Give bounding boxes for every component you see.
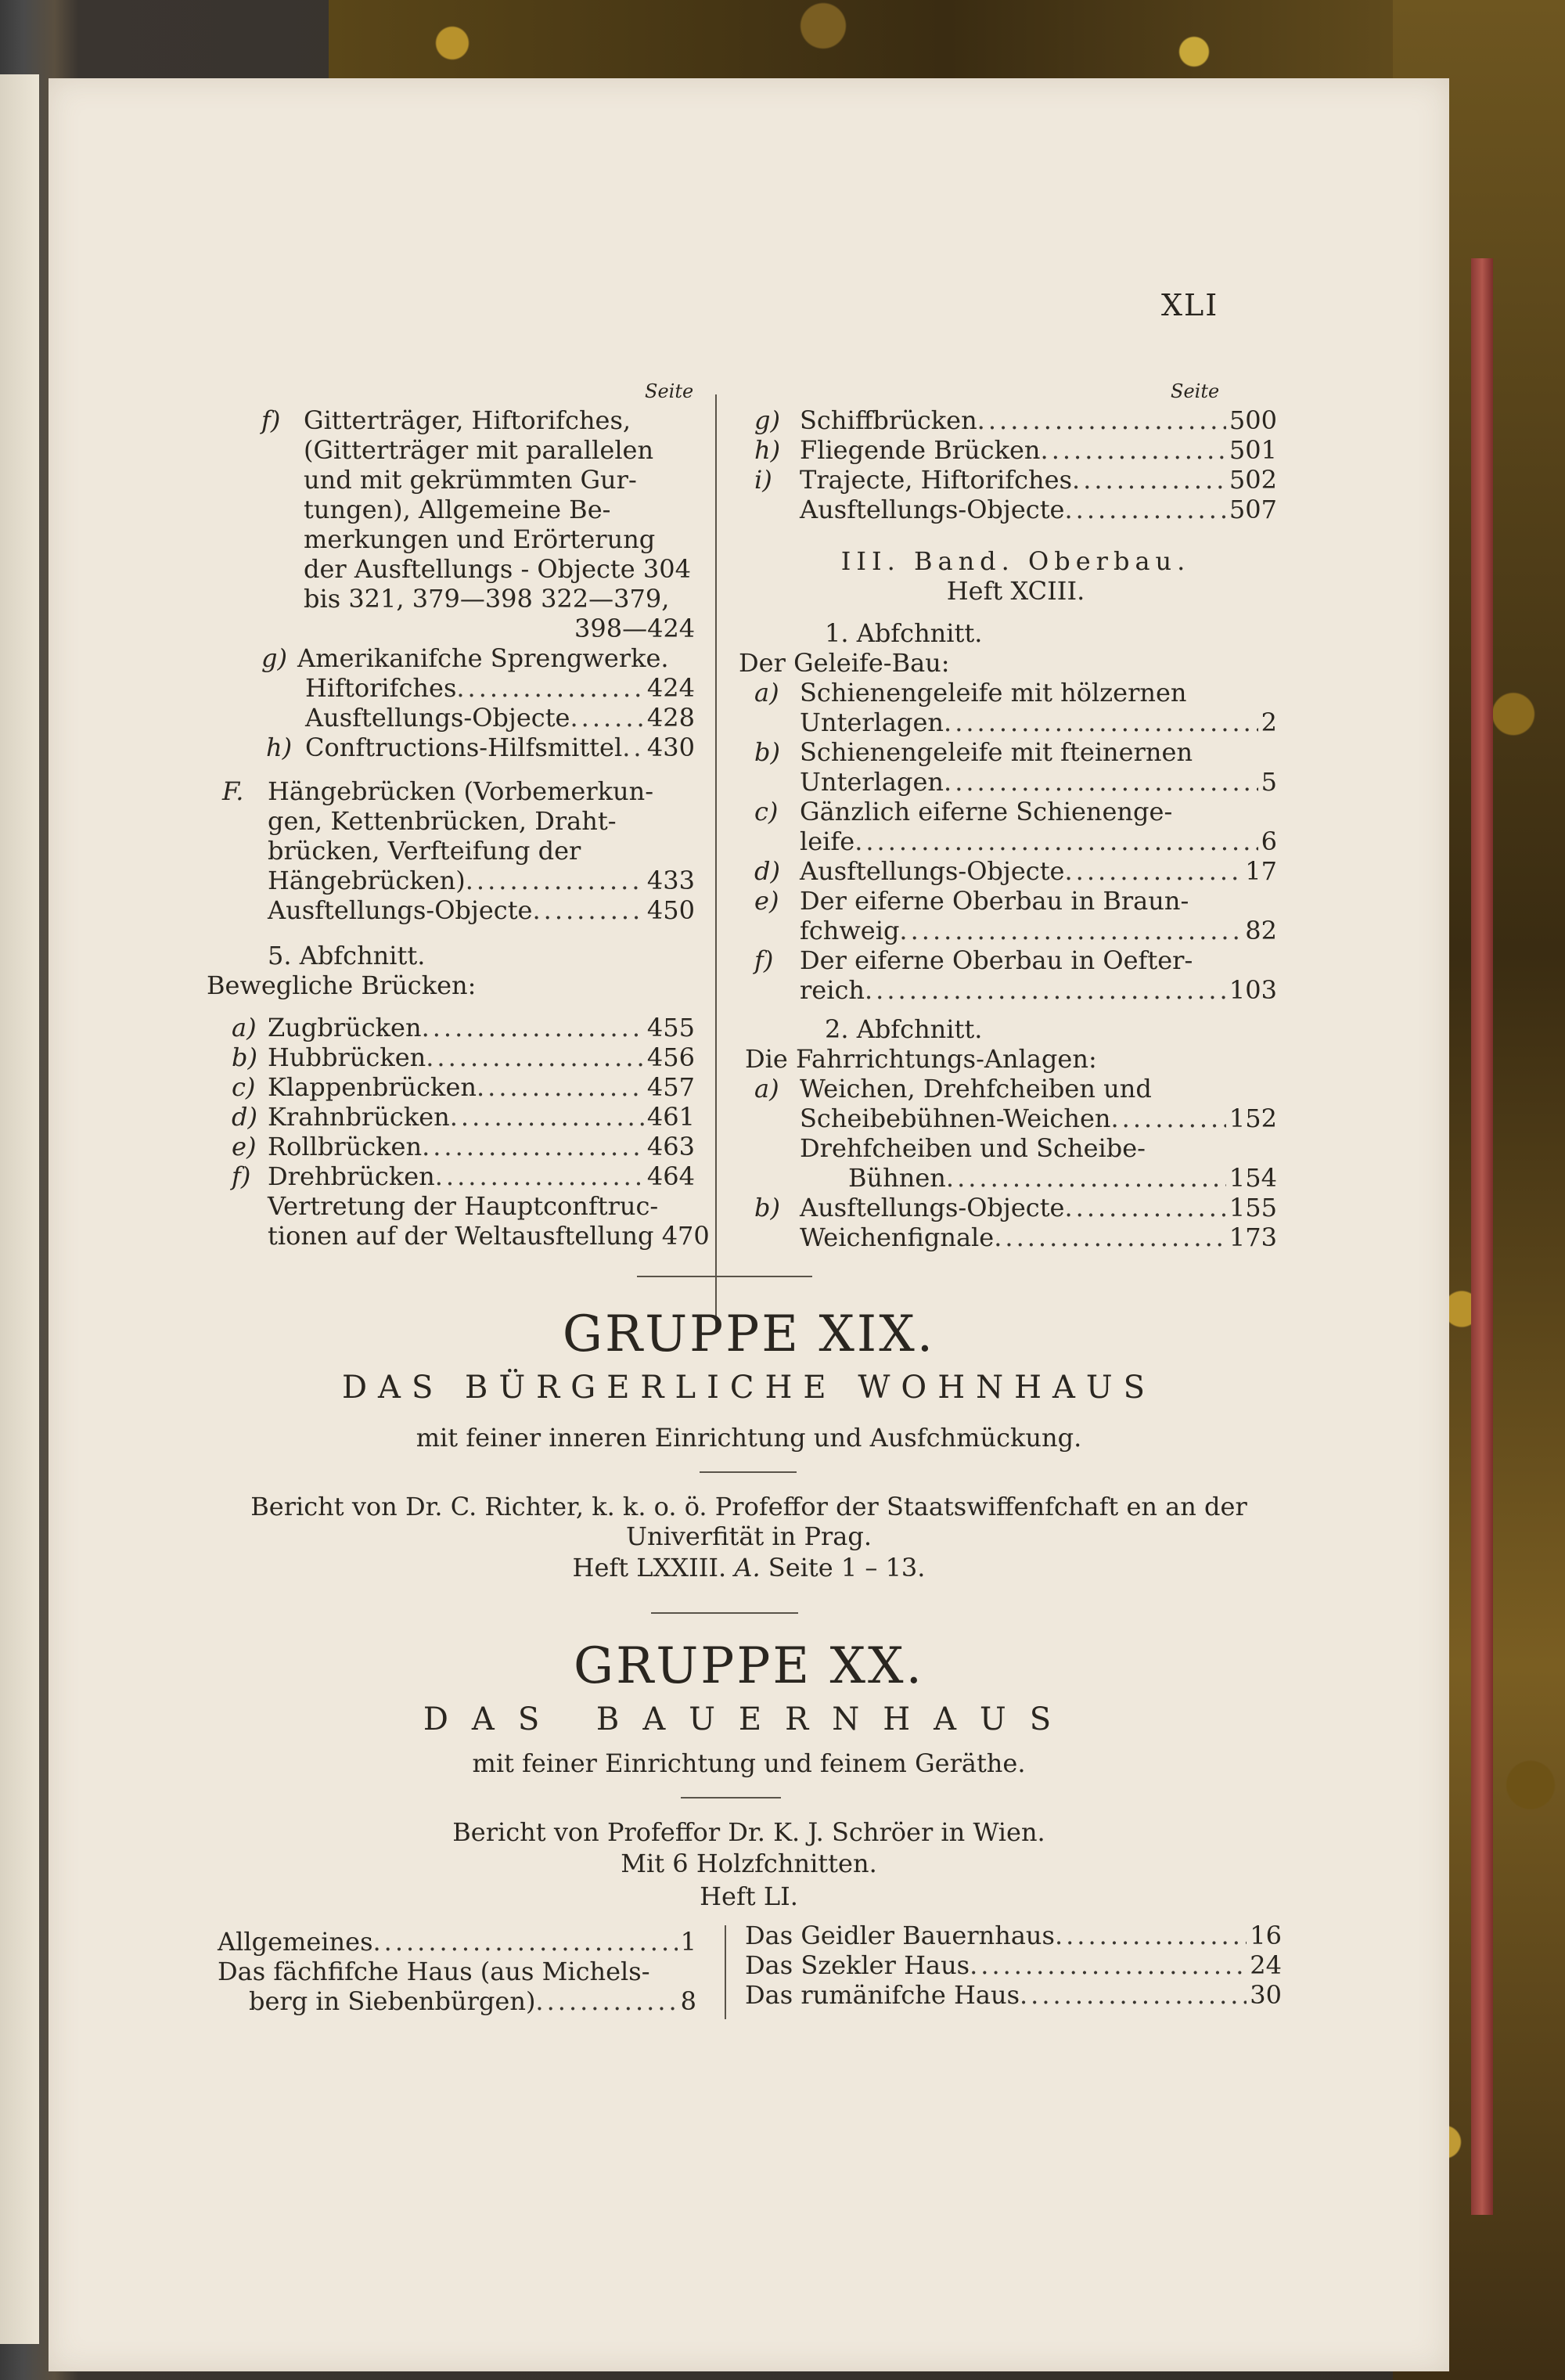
section-1-heading: 1. Abfchnitt. <box>825 618 983 648</box>
page-number: XLI <box>1161 288 1219 322</box>
toc-line: i) Trajecte, Hiftorifches ..... 502 <box>754 465 1277 495</box>
toc-line: berg in Siebenbürgen) ..... 8 <box>218 1986 696 2016</box>
gruppe-xx-holzschnitte: Mit 6 Holzfchnitten. <box>621 1849 877 1878</box>
section-2-heading: 2. Abfchnitt. <box>825 1014 983 1044</box>
toc-line: Das rumänifche Haus ..... 30 <box>745 1980 1282 2010</box>
text-line: a) Schienengeleife mit hölzernen <box>754 678 1187 708</box>
toc-line: Weichenfignale ..... 173 <box>754 1222 1277 1252</box>
oberbau-list <box>754 678 1277 1005</box>
bewegliche-heading: Bewegliche Brücken: <box>207 970 477 1000</box>
toc-line: Unterlagen ..... 2 <box>754 708 1277 737</box>
text-line: merkungen und Erörterung <box>304 524 656 554</box>
geleise-heading: Der Geleife-Bau: <box>739 648 950 678</box>
entry-gittertraeger <box>304 405 695 643</box>
separator-rule <box>681 1797 781 1799</box>
column-divider <box>715 394 717 1329</box>
toc-line: d) Ausftellungs-Objecte ..... 17 <box>754 856 1277 886</box>
item-letter-F: F. <box>222 776 244 806</box>
separator-rule <box>700 1471 797 1473</box>
seite-header-right: Seite <box>1171 380 1220 402</box>
toc-line: b) Hubbrücken ..... 456 <box>232 1042 695 1072</box>
text-line: e) Der eiferne Oberbau in Braun- <box>754 886 1189 916</box>
column-divider <box>725 1925 726 2019</box>
gruppe-xix-title: GRUPPE XIX. <box>562 1305 936 1363</box>
book-spine-edge <box>1471 258 1493 2215</box>
toc-line: Allgemeines ..... 1 <box>218 1927 696 1957</box>
entry-group-amerikanische <box>305 673 695 733</box>
toc-line: Unterlagen ..... 5 <box>754 767 1277 797</box>
item-letter-g: g) <box>261 643 287 673</box>
text-line: Hängebrücken (Vorbemerkun- <box>268 776 654 806</box>
toc-line: Ausftellungs-Objecte ..... 428 <box>305 703 695 733</box>
item-letter-f: f) <box>261 405 281 435</box>
fahrrichtung-heading: Die Fahrrichtungs-Anlagen: <box>745 1044 1097 1074</box>
gruppe-xx-left-list <box>218 1927 696 2016</box>
toc-line: reich ..... 103 <box>754 975 1277 1005</box>
text-line: Gitterträger, Hiftorifches, <box>304 405 631 435</box>
entry-haengebruecken <box>268 776 695 925</box>
toc-line: h) Fliegende Brücken ..... 501 <box>754 435 1277 465</box>
text-line: b) Schienengeleife mit fteinernen <box>754 737 1193 767</box>
toc-line: Das Geidler Bauernhaus ..... 16 <box>745 1921 1282 1950</box>
document-page <box>49 78 1449 2371</box>
text-line: brücken, Verfteifung der <box>268 836 581 866</box>
seite-header-left: Seite <box>645 380 694 402</box>
toc-line: Hängebrücken) ..... 433 <box>268 866 695 895</box>
gruppe-xix-description: mit feiner inneren Einrichtung und Ausfchmückung. <box>416 1423 1082 1453</box>
toc-line: fchweig ..... 82 <box>754 916 1277 945</box>
text-line: Drehfcheiben und Scheibe- <box>800 1133 1146 1163</box>
toc-line: e) Rollbrücken ..... 463 <box>232 1132 695 1161</box>
gruppe-xix-heft: Heft LXXIII. A. Seite 1 – 13. <box>572 1553 926 1582</box>
text-line: bis 321, 379—398 322—379, <box>304 584 670 614</box>
gruppe-xx-heft: Heft LI. <box>700 1881 798 1911</box>
separator-rule <box>637 1276 812 1277</box>
section-5-heading: 5. Abfchnitt. <box>268 941 426 970</box>
separator-rule <box>651 1612 798 1614</box>
gruppe-xix-bericht-2: Univerfität in Prag. <box>625 1521 872 1551</box>
item-letter-h: h) <box>266 733 293 762</box>
text-line: tungen), Allgemeine Be- <box>304 495 611 524</box>
bridges-list <box>232 1013 710 1251</box>
gruppe-xx-bericht: Bericht von Profeffor Dr. K. J. Schröer in Wien. <box>452 1817 1045 1847</box>
weichen-list <box>754 1074 1277 1252</box>
text-line: Das fächfifche Haus (aus Michels- <box>218 1957 650 1986</box>
text-line: c) Gänzlich eiferne Schienenge- <box>754 797 1173 826</box>
gruppe-xix-subtitle: DAS BÜRGERLICHE WOHNHAUS <box>341 1370 1156 1406</box>
text-line: f) Der eiferne Oberbau in Oefter- <box>754 945 1193 975</box>
toc-line: c) Klappenbrücken ..... 457 <box>232 1072 695 1102</box>
toc-line: Scheibebühnen-Weichen ..... 152 <box>754 1104 1277 1133</box>
gruppe-xx-subtitle: DAS BAUERNHAUS <box>423 1701 1075 1737</box>
gruppe-xix-bericht: Bericht von Dr. C. Richter, k. k. o. ö. Profeffor der Staatswiffenfchaft en an der <box>250 1492 1247 1521</box>
text-line: und mit gekrümmten Gur- <box>304 465 637 495</box>
toc-line: g) Schiffbrücken ..... 500 <box>754 405 1277 435</box>
right-top-list <box>754 405 1277 524</box>
text-line: (Gitterträger mit parallelen <box>304 435 654 465</box>
band-heading: III. Band. Oberbau. <box>840 546 1191 576</box>
gruppe-xx-title: GRUPPE XX. <box>574 1637 924 1695</box>
previous-page-edge <box>0 74 39 2344</box>
text-line: a) Weichen, Drehfcheiben und <box>754 1074 1152 1104</box>
toc-line: Ausftellungs-Objecte ..... 450 <box>268 895 695 925</box>
heft-heading: Heft XCIII. <box>946 576 1085 606</box>
text-line: der Ausftellungs - Objecte 304 <box>304 554 691 584</box>
toc-line: Ausftellungs-Objecte ..... 507 <box>754 495 1277 524</box>
toc-line: a) Zugbrücken ..... 455 <box>232 1013 695 1042</box>
toc-line: leife ..... 6 <box>754 826 1277 856</box>
entry-constructions <box>305 733 695 762</box>
gruppe-xx-right-list <box>745 1921 1282 2010</box>
text-line: gen, Kettenbrücken, Draht- <box>268 806 617 836</box>
text-line: tionen auf der Weltausftellung 470 <box>268 1221 710 1251</box>
toc-line: Hiftorifches ..... 424 <box>305 673 695 703</box>
toc-line: Bühnen ..... 154 <box>754 1163 1277 1193</box>
toc-line: b) Ausftellungs-Objecte ..... 155 <box>754 1193 1277 1222</box>
gruppe-xx-description: mit feiner Einrichtung und feinem Geräthe. <box>472 1748 1026 1778</box>
marbled-cover-top <box>329 0 1565 86</box>
toc-line: Conftructions-Hilfsmittel ..... 430 <box>305 733 695 762</box>
text-line: 398—424 <box>574 614 696 643</box>
entry-amerikanische: Amerikanifche Sprengwerke. <box>297 643 669 673</box>
toc-line: Das Szekler Haus ..... 24 <box>745 1950 1282 1980</box>
toc-line: d) Krahnbrücken ..... 461 <box>232 1102 695 1132</box>
text-line: Vertretung der Hauptconftruc- <box>268 1191 659 1221</box>
toc-line: f) Drehbrücken ..... 464 <box>232 1161 695 1191</box>
